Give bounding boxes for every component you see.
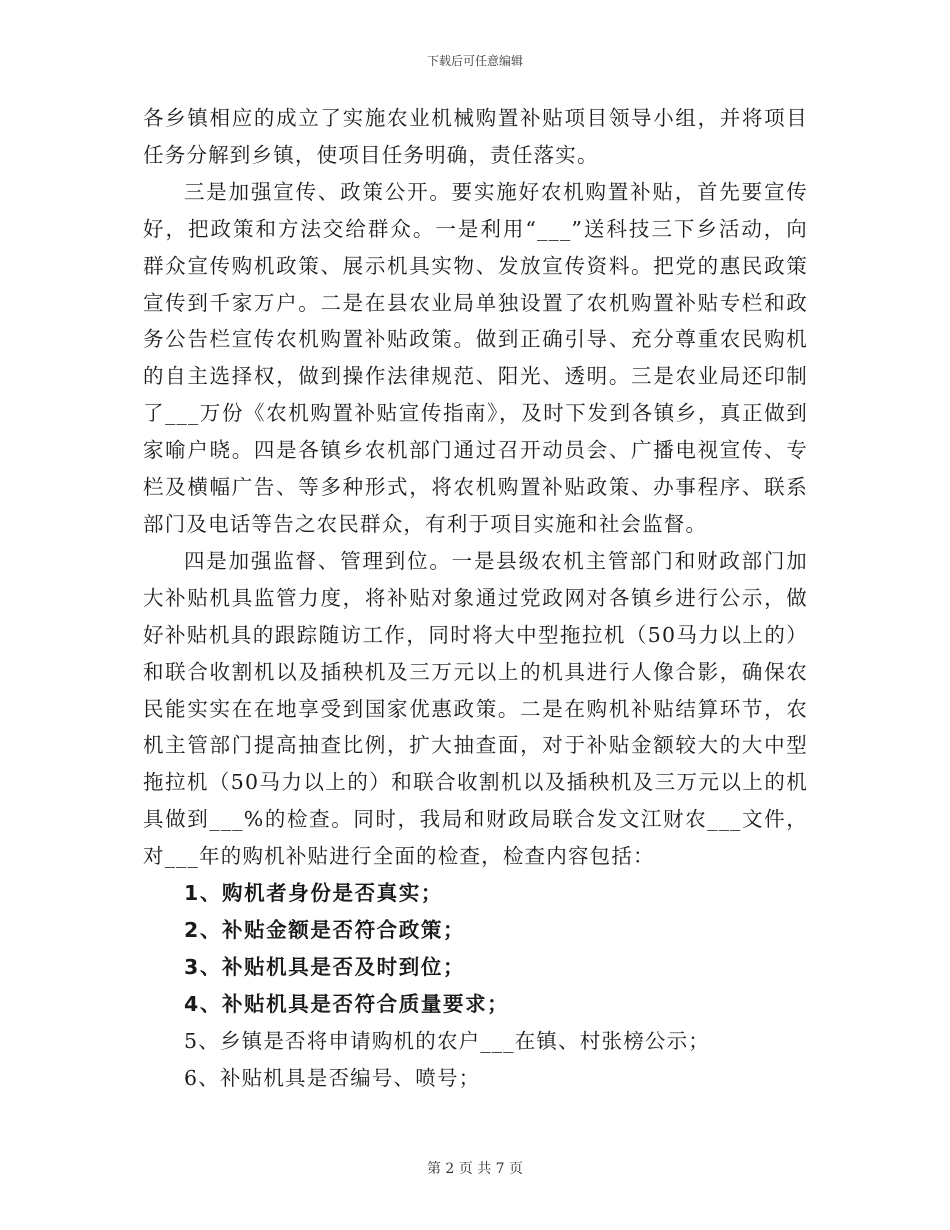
paragraph-supervision: 四是加强监督、管理到位。一是县级农机主管部门和财政部门加大补贴机具监管力度，将补贴对象通过党政网对各镇乡进行公示，做好补贴机具的跟踪随访工作，同时将大中型拖拉机（50马力以上的）和联合收割机以及插秧机及三万元以上的机具进行人像合影，确保农民能实实在在地享受到国家优惠政策。二是在购机补贴结算环节，农机主管部门提高抽查比例，扩大抽查面，对于补贴金额较大的大中型拖拉机（50马力以上的）和联合收割机以及插秧机及三万元以上的机具做到___%的检查。同时，我局和财政局联合发文江财农___文件，对___年的购机补贴进行全面的检查，检查内容包括： [143, 548, 808, 869]
page-header: 下载后可任意编辑 [426, 54, 523, 68]
check-item-4: 4、补贴机具是否符合质量要求； [184, 991, 510, 1016]
paragraph-continuation: 各乡镇相应的成立了实施农业机械购置补贴项目领导小组，并将项目任务分解到乡镇，使项目任务明确，责任落实。 [143, 106, 808, 167]
check-item-3: 3、补贴机具是否及时到位； [184, 954, 466, 979]
document-body [143, 100, 808, 1096]
check-item-6: 6、补贴机具是否编号、喷号； [184, 1065, 481, 1090]
check-item-1: 1、购机者身份是否真实； [184, 881, 443, 906]
paragraph-publicity: 三是加强宣传、政策公开。要实施好农机购置补贴，首先要宣传好，把政策和方法交给群众。一是利用“___”送科技三下乡活动，向群众宣传购机政策、展示机具实物、发放宣传资料。把党的惠民政策宣传到千家万户。二是在县农业局单独设置了农机购置补贴专栏和政务公告栏宣传农机购置补贴政策。做到正确引导、充分尊重农民购机的自主选择权，做到操作法律规范、阳光、透明。三是农业局还印制了___万份《农机购置补贴宣传指南》，及时下发到各镇乡，真正做到家喻户晓。四是各镇乡农机部门通过召开动员会、广播电视宣传、专栏及横幅广告、等多种形式，将农机购置补贴政策、办事程序、联系部门及电话等告之农民群众，有利于项目实施和社会监督。 [143, 179, 808, 536]
page-footer: 第 2 页 共 7 页 [426, 1161, 524, 1177]
check-item-5: 5、乡镇是否将申请购机的农户___在镇、村张榜公示； [184, 1028, 710, 1053]
check-item-2: 2、补贴金额是否符合政策； [184, 917, 466, 942]
